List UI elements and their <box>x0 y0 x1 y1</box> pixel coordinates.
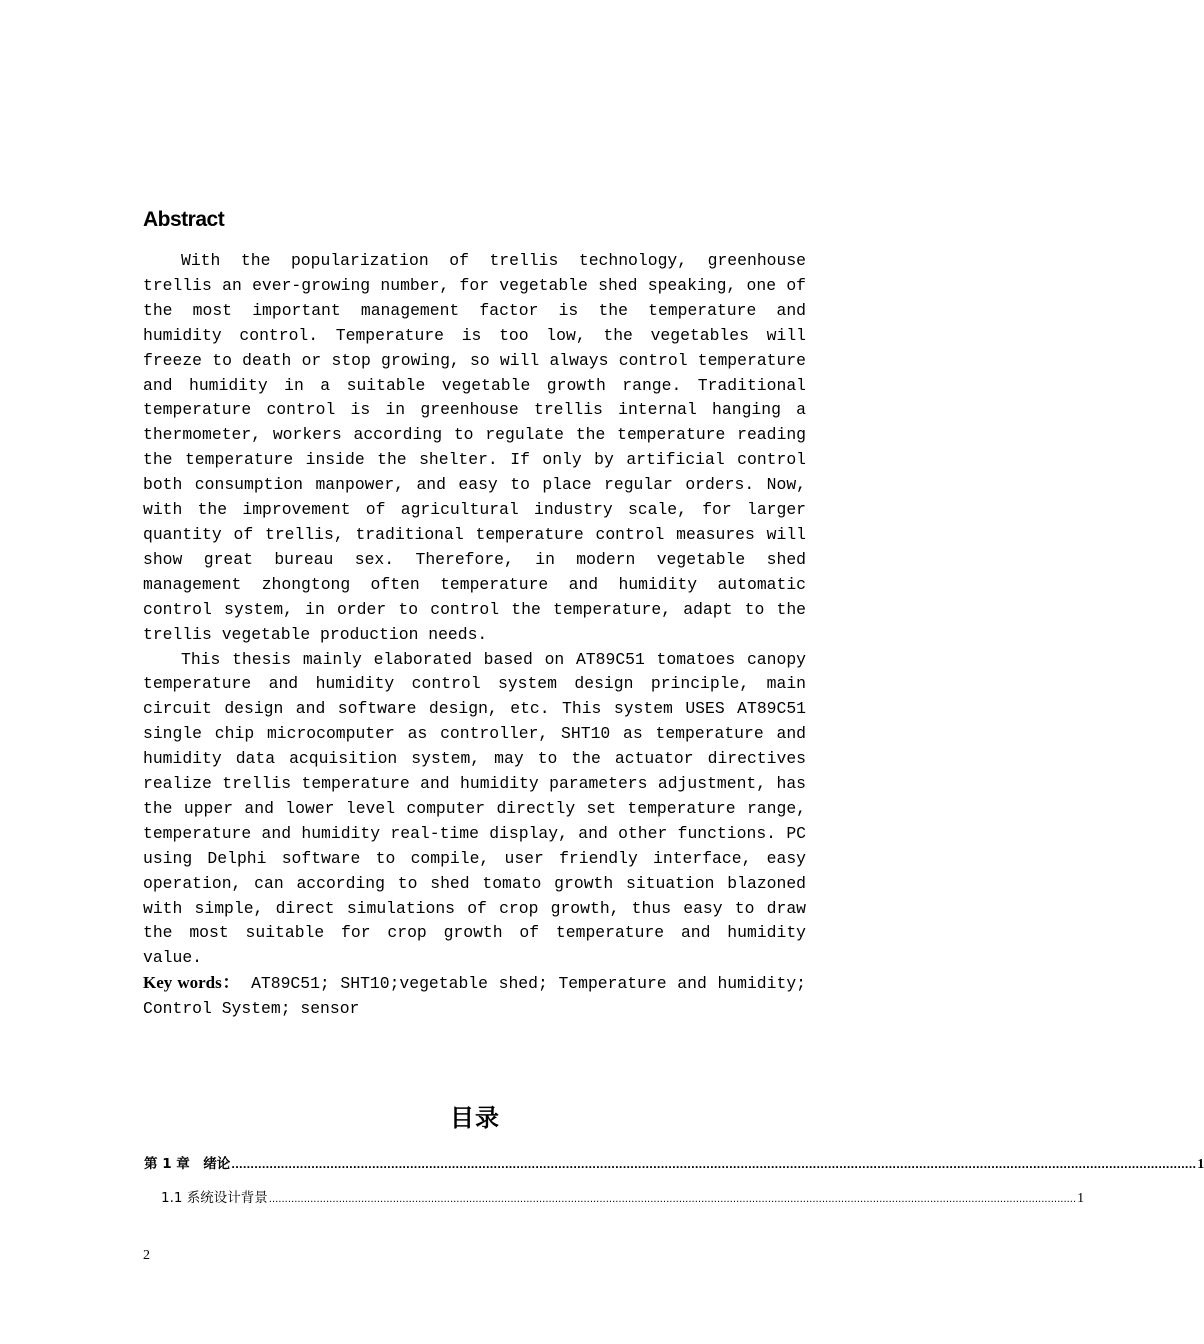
toc-title: 目录 <box>450 1104 500 1132</box>
abstract-body <box>143 249 806 1022</box>
toc-entry-page: 1 <box>1197 1157 1204 1172</box>
toc-entry-section-1-1[interactable] <box>161 1186 1085 1207</box>
keywords-line <box>143 971 806 1022</box>
toc-entry-label: 1.1 系统设计背景 <box>161 1190 268 1206</box>
toc-leader-dots: .............................................................................................................................................................................................................................................................. <box>231 1160 1197 1171</box>
abstract-title: Abstract <box>143 208 225 231</box>
toc-entry-page: 1 <box>1077 1191 1085 1206</box>
abstract-paragraph: This thesis mainly elaborated based on AT89C51 tomatoes canopy temperature and humidity control system design principle, main circuit design and software design, etc. This system USES AT89C51 single chip microcomputer as controller, SHT10 as temperature and humidity data acquisition system, may to the actuator directives realize trellis temperature and humidity parameters adjustment, has the upper and lower level computer directly set temperature range, temperature and humidity real-time display, and other functions. PC using Delphi software to compile, user friendly interface, easy operation, can according to shed tomato growth situation blazoned with simple, direct simulations of crop growth, thus easy to draw the most suitable for crop growth of temperature and humidity value. <box>143 649 806 968</box>
page-number: 2 <box>143 1248 150 1263</box>
abstract-paragraph: With the popularization of trellis technology, greenhouse trellis an ever-growing number, for vegetable shed speaking, one of the most important management factor is the temperature and humidity control. Temperature is too low, the vegetables will freeze to death or stop growing, so will always control temperature and humidity in a suitable vegetable growth range. Traditional temperature control is in greenhouse trellis internal hanging a thermometer, workers according to regulate the temperature reading the temperature inside the shelter. If only by artificial control both consumption manpower, and easy to place regular orders. Now, with the improvement of agricultural industry scale, for larger quantity of trellis, traditional temperature control measures will show great bureau sex. Therefore, in modern vegetable shed management zhongtong often temperature and humidity automatic control system, in order to control the temperature, adapt to the trellis vegetable production needs. <box>143 251 806 644</box>
keywords-text: AT89C51; SHT10;vegetable shed; Temperature and humidity; Control System; sensor <box>143 974 806 1019</box>
toc-entry-chapter-1[interactable] <box>144 1152 1204 1173</box>
toc-leader-dots: .............................................................................................................................................................................................................................................................. <box>268 1194 1077 1205</box>
toc-entry-label: 第 1 章 绪论 <box>144 1156 231 1172</box>
keywords-label: Key words： <box>143 973 241 993</box>
